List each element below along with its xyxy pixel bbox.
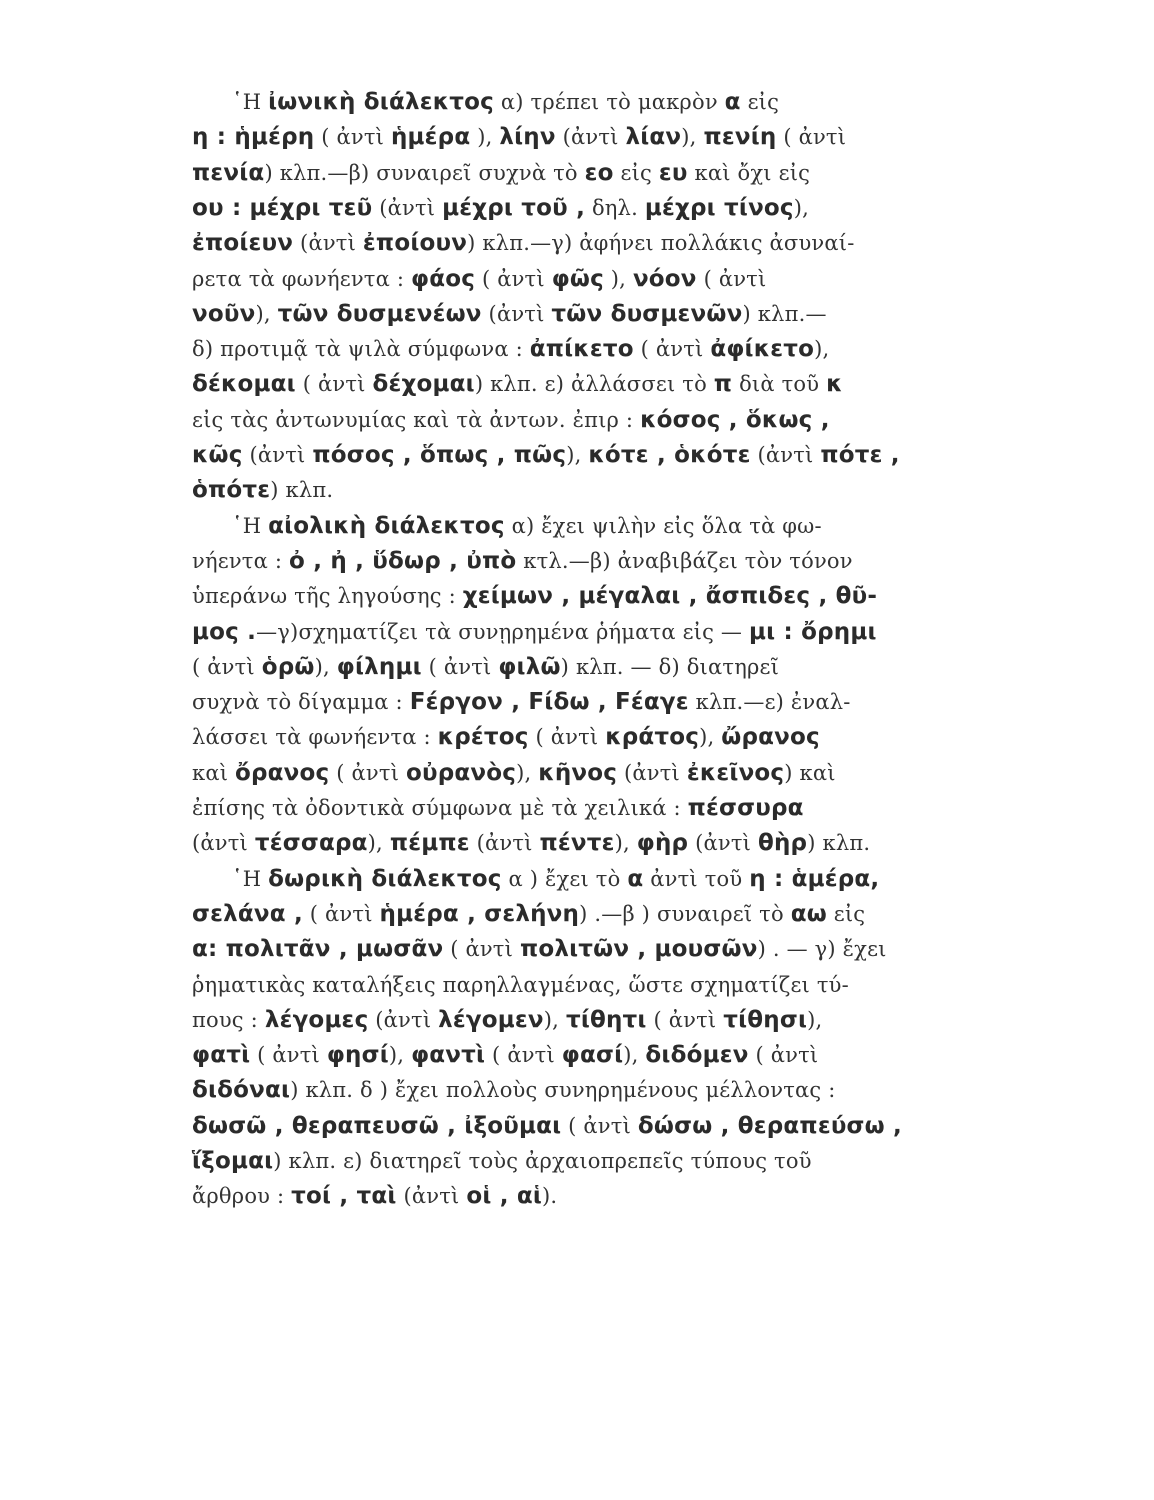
bold-term: δωσῶ , θεραπευσῶ , ἰξοῦμαι bbox=[192, 1112, 562, 1139]
bold-term: οἱ , αἱ bbox=[466, 1183, 543, 1210]
text-run: ), bbox=[699, 725, 722, 750]
text-run: ) κλπ. — δ) διατηρεῖ bbox=[560, 654, 780, 679]
bold-term: σελάνα , bbox=[192, 900, 303, 927]
bold-term: πενία bbox=[192, 159, 265, 186]
text-run: (ἀντὶ bbox=[750, 443, 821, 467]
text-line bbox=[192, 1038, 818, 1072]
text-line bbox=[192, 720, 820, 754]
text-run: κλπ.—ε) ἐναλ- bbox=[688, 690, 851, 715]
bold-term: μέχρι τίνος bbox=[644, 194, 794, 221]
text-run: ( ἀντὶ bbox=[528, 725, 606, 750]
text-line bbox=[192, 615, 877, 649]
bold-term: ἐποίευν bbox=[192, 230, 294, 257]
bold-term: φασί bbox=[561, 1042, 624, 1069]
bold-term: τοί , ταὶ bbox=[291, 1183, 397, 1210]
bold-term: πέμπε bbox=[389, 830, 470, 857]
bold-term: φὴρ bbox=[636, 830, 689, 857]
text-run: ), bbox=[603, 266, 633, 291]
bold-term: τέσσαρα bbox=[254, 830, 368, 857]
text-line bbox=[192, 332, 829, 366]
text-line bbox=[192, 297, 827, 331]
text-line bbox=[192, 1073, 836, 1107]
bold-term: ὄρανος bbox=[235, 759, 330, 786]
text-run: καὶ ὄχι εἰς bbox=[687, 160, 811, 185]
text-line bbox=[192, 650, 779, 684]
bold-term: πότε , bbox=[820, 442, 900, 468]
text-line bbox=[192, 191, 809, 225]
text-run: ), bbox=[470, 125, 500, 150]
text-run: ) κλπ. bbox=[270, 478, 334, 503]
bold-term: α bbox=[627, 865, 644, 892]
bold-term: ἀπίκετο bbox=[529, 336, 634, 363]
text-run: κτλ.—β) ἀναβιβάζει τὸν τόνον bbox=[516, 548, 853, 573]
bold-term: κ bbox=[826, 371, 843, 398]
text-run: ( ἀντὶ bbox=[696, 266, 767, 291]
text-line bbox=[192, 826, 870, 860]
bold-term: κῆνος bbox=[538, 759, 618, 786]
bold-term: ἐκεῖνος bbox=[686, 759, 785, 786]
bold-term: ἡμέρα , σελήνη bbox=[379, 900, 580, 927]
text-line bbox=[192, 756, 836, 790]
text-run: ), bbox=[255, 301, 278, 326]
text-run: ( ἀντὶ bbox=[295, 372, 373, 397]
bold-term: χείμων , μέγαλαι , ἄσπιδες , θῦ- bbox=[462, 583, 878, 610]
text-run: ), bbox=[314, 654, 337, 679]
bold-term: ἡμέρη bbox=[234, 124, 315, 151]
bold-term: ὁπότε bbox=[192, 477, 271, 504]
bold-term: η : bbox=[192, 124, 235, 151]
text-run: ), bbox=[566, 443, 589, 467]
bold-term: κότε , ὁκότε bbox=[588, 442, 751, 468]
bold-term: φιλῶ bbox=[498, 653, 561, 680]
bold-term: π bbox=[713, 371, 733, 398]
text-run: ), bbox=[543, 1007, 566, 1032]
bold-term: η : ἁμέρα, bbox=[749, 865, 880, 892]
text-line bbox=[192, 791, 804, 825]
text-run: (ἀντὶ bbox=[242, 443, 313, 467]
text-run: ( ἀντὶ bbox=[748, 1043, 819, 1068]
text-run: διὰ τοῦ bbox=[732, 372, 827, 397]
bold-term: πενίη bbox=[703, 124, 777, 151]
text-run: (ἀντὶ bbox=[469, 831, 540, 856]
text-run: α) τρέπει τὸ μακρὸν bbox=[493, 90, 725, 114]
text-run: ) κλπ. δ ) ἔχει πολλοὺς συνηρημένους μέλλοντας : bbox=[290, 1078, 836, 1103]
bold-term: ευ bbox=[658, 159, 688, 186]
text-line bbox=[192, 403, 830, 437]
text-line bbox=[192, 579, 877, 613]
text-run: ἀντὶ τοῦ bbox=[643, 866, 750, 891]
bold-term: κρέτος bbox=[437, 724, 529, 751]
text-run: ), bbox=[807, 1007, 823, 1032]
text-run: (ἀντὶ bbox=[688, 831, 758, 856]
text-run: νήεντα : bbox=[192, 548, 290, 573]
text-line bbox=[192, 262, 766, 296]
text-run: ) κλπ. ε) ἀλλάσσει τὸ bbox=[474, 372, 714, 397]
text-run: ), bbox=[516, 760, 539, 785]
bold-term: δωρικὴ διάλεκτος bbox=[268, 865, 502, 892]
text-line bbox=[192, 120, 846, 154]
bold-term: τίθητι bbox=[565, 1006, 647, 1033]
text-run: α) ἔχει ψιλὴν εἰς ὅλα τὰ φω- bbox=[504, 513, 822, 538]
text-run: (ἀντὶ bbox=[617, 760, 687, 785]
bold-term: εο bbox=[584, 159, 614, 186]
text-line bbox=[192, 473, 333, 507]
text-line bbox=[192, 156, 810, 190]
bold-term: διδόναι bbox=[192, 1077, 291, 1104]
bold-term: αω bbox=[790, 900, 827, 927]
text-run: ( ἀντὶ bbox=[250, 1043, 327, 1068]
text-run: συχνὰ τὸ δίγαμμα : bbox=[192, 690, 410, 715]
text-run: ). bbox=[542, 1184, 558, 1209]
bold-term: κόσος , ὅκως , bbox=[640, 406, 830, 433]
bold-term: πέσσυρα bbox=[687, 795, 804, 821]
bold-term: νοῦν bbox=[192, 300, 256, 327]
bold-term: λίαν bbox=[625, 124, 682, 151]
bold-term: ὀ , ἠ , ὕδωρ , ὐπὸ bbox=[289, 547, 517, 574]
bold-term: ἀφίκετο bbox=[710, 336, 815, 363]
text-run: εἰς bbox=[740, 90, 780, 114]
text-run: ) κλπ.— bbox=[742, 301, 827, 326]
text-line bbox=[232, 85, 779, 119]
bold-term: φῶς bbox=[551, 265, 604, 292]
text-run: ἄρθρου : bbox=[192, 1184, 292, 1209]
bold-term: μέχρι τοῦ , bbox=[442, 194, 586, 221]
bold-term: λέγομεν bbox=[438, 1006, 544, 1033]
text-run: ῥηματικὰς καταλήξεις παρηλλαγμένας, ὥστε σχηματίζει τύ- bbox=[192, 972, 849, 997]
bold-term: κῶς bbox=[192, 442, 243, 468]
text-run: ) κλπ.—γ) ἀφήνει πολλάκις ἀσυναί- bbox=[467, 231, 855, 256]
bold-term: ου : μέχρι τεῦ bbox=[192, 194, 373, 221]
text-line bbox=[192, 544, 853, 578]
text-line bbox=[192, 1003, 822, 1037]
text-line bbox=[192, 968, 849, 1002]
text-run: —γ)σχηματίζει τὰ συνῃρημένα ῥήματα εἰς — bbox=[256, 619, 750, 644]
text-run: ( ἀντὶ bbox=[561, 1113, 638, 1138]
text-run: ), bbox=[814, 337, 830, 362]
text-line bbox=[192, 897, 865, 931]
text-line bbox=[232, 509, 822, 543]
bold-term: πολιτῶν , μουσῶν bbox=[519, 936, 758, 963]
text-run: ( ἀντὶ bbox=[475, 266, 552, 291]
bold-term: α bbox=[724, 89, 741, 115]
text-run: ρετα τὰ φωνήεντα : bbox=[192, 266, 412, 291]
text-run: εἰς bbox=[613, 160, 659, 185]
text-run: ( ἀντὶ bbox=[329, 760, 407, 785]
text-line bbox=[192, 1109, 902, 1143]
bold-term: λίην bbox=[499, 124, 556, 151]
bold-term: θὴρ bbox=[757, 830, 808, 857]
text-run: α ) ἔχει τὸ bbox=[501, 866, 628, 891]
text-run: ) .—β ) συναιρεῖ τὸ bbox=[579, 901, 791, 926]
bold-term: φίλημι bbox=[336, 653, 422, 680]
bold-term: ἰωνικὴ διάλεκτος bbox=[268, 89, 494, 115]
text-run: ( ἀντὶ bbox=[646, 1007, 724, 1032]
bold-term: πέντε bbox=[539, 830, 615, 857]
text-run: (ἀντὶ bbox=[555, 125, 626, 150]
text-line bbox=[192, 1179, 557, 1213]
bold-term: ὤρανος bbox=[721, 724, 820, 751]
text-line bbox=[232, 862, 879, 896]
text-run: ἐπίσης τὰ ὀδοντικὰ σύμφωνα μὲ τὰ χειλικά : bbox=[192, 796, 688, 820]
text-run: ) . — γ) ἔχει bbox=[757, 937, 887, 962]
text-run: καὶ bbox=[192, 760, 236, 785]
bold-term: μι : ὄρημι bbox=[749, 618, 877, 645]
text-run: (ἀντὶ bbox=[372, 195, 443, 220]
bold-term: Fέργον , Fίδω , Fέαγε bbox=[409, 689, 689, 716]
bold-term: λέγομες bbox=[264, 1006, 369, 1033]
bold-term: αἰολικὴ διάλεκτος bbox=[268, 512, 505, 539]
text-run: ( ἀντὶ bbox=[485, 1043, 562, 1068]
bold-term: ὁρῶ bbox=[261, 653, 315, 680]
text-run: ( ἀντὶ bbox=[314, 125, 391, 150]
text-run: ), bbox=[614, 831, 637, 856]
text-run: ) κλπ. bbox=[807, 831, 871, 856]
bold-term: τῶν δυσμενῶν bbox=[551, 300, 743, 327]
text-line bbox=[192, 932, 887, 966]
text-run: (ἀντὶ bbox=[368, 1007, 439, 1032]
text-line bbox=[192, 685, 851, 719]
bold-term: μος . bbox=[192, 618, 257, 645]
bold-term: διδόμεν bbox=[645, 1042, 749, 1069]
text-run: ῾Η bbox=[232, 90, 269, 114]
text-run: ) καὶ bbox=[784, 760, 836, 785]
text-run: ), bbox=[681, 125, 704, 150]
bold-term: φάος bbox=[411, 265, 476, 292]
text-line bbox=[192, 367, 843, 401]
bold-term: φαντὶ bbox=[411, 1042, 486, 1069]
text-run: ) κλπ. ε) διατηρεῖ τοὺς ἀρχαιοπρεπεῖς τύπους τοῦ bbox=[273, 1149, 812, 1173]
text-run: (ἀντὶ bbox=[396, 1184, 467, 1209]
text-run: ( ἀντὶ bbox=[302, 901, 380, 926]
text-run: λάσσει τὰ φωνήεντα : bbox=[192, 725, 438, 750]
text-run: ( ἀντὶ bbox=[443, 937, 520, 962]
bold-term: φησί bbox=[326, 1042, 389, 1069]
text-run: (ἀντὶ bbox=[293, 231, 363, 256]
text-line bbox=[192, 226, 855, 260]
bold-term: δέκομαι bbox=[192, 371, 296, 398]
text-run: δηλ. bbox=[585, 195, 645, 220]
text-run: ( ἀντὶ bbox=[776, 125, 847, 150]
text-line bbox=[192, 438, 900, 472]
text-run: ῾Η bbox=[232, 866, 269, 891]
bold-term: φατὶ bbox=[192, 1042, 251, 1069]
bold-term: α: πολιτᾶν , μωσᾶν bbox=[192, 936, 444, 963]
bold-term: τίθησι bbox=[723, 1006, 808, 1033]
text-run: ), bbox=[793, 195, 810, 220]
bold-term: δέχομαι bbox=[372, 371, 475, 398]
text-run: εἰς τὰς ἀντωνυμίας καὶ τὰ ἀντων. ἐπιρ : bbox=[192, 407, 641, 432]
text-run: εἰς bbox=[826, 901, 866, 926]
text-run: πους : bbox=[192, 1007, 265, 1032]
text-run: ( ἀντὶ bbox=[421, 654, 499, 679]
text-run: ῾Η bbox=[232, 513, 269, 538]
text-run: ), bbox=[367, 831, 390, 856]
bold-term: ἡμέρα bbox=[390, 124, 471, 151]
text-run: ), bbox=[623, 1043, 646, 1068]
text-run: δ) προτιμᾷ τὰ ψιλὰ σύμφωνα : bbox=[192, 337, 530, 362]
text-run: ), bbox=[388, 1043, 412, 1068]
text-run: ) κλπ.—β) συναιρεῖ συχνὰ τὸ bbox=[264, 160, 585, 185]
text-run: ( ἀντὶ bbox=[633, 337, 711, 362]
text-run: (ἀντὶ bbox=[192, 831, 255, 856]
text-line bbox=[192, 1144, 812, 1178]
bold-term: πόσος , ὅπως , πῶς bbox=[312, 442, 567, 468]
text-run: ( ἀντὶ bbox=[192, 654, 262, 679]
bold-term: τῶν δυσμενέων bbox=[277, 300, 482, 327]
bold-term: ἵξομαι bbox=[192, 1148, 274, 1174]
bold-term: οὐρανὸς bbox=[406, 759, 517, 786]
bold-term: δώσω , θεραπεύσω , bbox=[637, 1112, 902, 1139]
text-run: ὑπεράνω τῆς ληγούσης : bbox=[192, 584, 463, 609]
text-run: (ἀντὶ bbox=[481, 301, 552, 326]
bold-term: νόον bbox=[632, 265, 697, 292]
bold-term: ἐποίουν bbox=[362, 230, 468, 257]
bold-term: κράτος bbox=[605, 724, 700, 751]
